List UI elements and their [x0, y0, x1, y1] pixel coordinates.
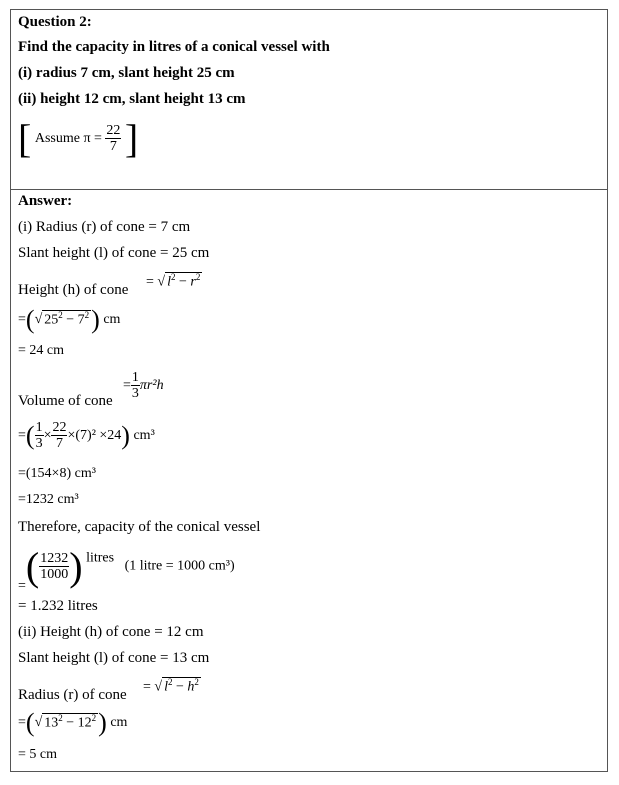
volume-step-2 [18, 466, 96, 482]
question-part-1: (i) radius 7 cm, slant height 25 cm [18, 65, 235, 81]
vol-calc-a-num: 1 [35, 420, 43, 435]
sqrt2-a: 13 [44, 715, 59, 731]
radius-result: = 5 cm [18, 747, 57, 762]
assume-num: 22 [106, 122, 121, 138]
vol-step3-text: =1232 [18, 492, 54, 507]
answer-heading: Answer: [18, 193, 73, 209]
volume-label: Volume of cone [18, 393, 113, 409]
question-heading: Question 2: [18, 14, 92, 30]
litre-conversion: (1 litre = 1000 cm³) [124, 558, 235, 574]
radius-h: h [187, 679, 195, 695]
capacity-result: = 1.232 litres [18, 598, 98, 614]
height-result: = 24 cm [18, 343, 64, 358]
bracket-left: [ [18, 116, 32, 161]
vol-calc-a-den: 3 [35, 436, 43, 452]
part2-line-1: (ii) Height (h) of cone = 12 cm [18, 624, 204, 640]
vol-step2-text: =(154×8) [18, 466, 72, 481]
part2-line-2: Slant height (l) of cone = 13 cm [18, 650, 210, 666]
answer-line-2: Slant height (l) of cone = 25 cm [18, 245, 210, 261]
radius-l: l [164, 679, 168, 695]
assume-pi-note [18, 115, 138, 162]
therefore-line: Therefore, capacity of the conical vessel [18, 519, 261, 535]
cap-num: 1232 [40, 550, 69, 566]
radius-formula: = √ $l^2 - h^2$ [143, 677, 199, 695]
volume-calc-step: =( $\frac{1}{3}$ × $\frac{22}{7}$ ×(7)² ×24) cm³ [18, 420, 155, 452]
question-prompt: Find the capacity in litres of a conical vessel with [18, 39, 330, 55]
vol-calc-tail: ×(7)² ×24 [67, 428, 122, 444]
unit-cm-2: cm [110, 715, 128, 731]
capacity-calc: =( $\frac{1232}{1000}$ ) litres (1 litre = 1000 cm³) [18, 544, 235, 594]
vol-calc-b-den: 7 [55, 436, 63, 452]
height-label: Height (h) of cone [18, 282, 129, 298]
height-l: l [167, 274, 171, 290]
cap-den: 1000 [40, 567, 69, 582]
volume-formula: = $\frac{1}{3}$ πr²h [123, 370, 164, 402]
sqrt2-b: 12 [77, 715, 92, 731]
height-r: r [190, 274, 196, 290]
unit-cm: cm [103, 312, 121, 328]
unit-cm3-a: cm³ [133, 428, 155, 444]
radius-sqrt-step: =(√ $13^2 - 12^2$) cm [18, 708, 128, 737]
litres-word: litres [86, 550, 115, 566]
bracket-right: ] [124, 116, 139, 161]
section-divider [10, 189, 608, 190]
assume-den: 7 [109, 139, 117, 154]
assume-fraction [105, 123, 121, 155]
assume-prefix: Assume π = [34, 130, 102, 146]
vol-frac-num: 1 [131, 370, 139, 385]
question-part-2: (ii) height 12 cm, slant height 13 cm [18, 91, 246, 107]
height-sqrt-step: =(√ $25^2 - 7^2$) cm [18, 305, 121, 334]
vol-calc-b-num: 22 [52, 420, 67, 435]
volume-step-3 [18, 492, 79, 508]
unit-cm3-b: cm³ [74, 466, 96, 481]
vol-formula-tail: πr²h [139, 378, 164, 394]
unit-cm3-c: cm³ [57, 492, 79, 507]
answer-line-1: (i) Radius (r) of cone = 7 cm [18, 219, 191, 235]
height-formula: = √ $l^2 - r^2$ [146, 272, 201, 290]
sqrt-b: 7 [77, 312, 85, 328]
vol-frac-den: 3 [131, 386, 139, 402]
sqrt-a: 25 [44, 312, 59, 328]
radius-label: Radius (r) of cone [18, 687, 127, 703]
